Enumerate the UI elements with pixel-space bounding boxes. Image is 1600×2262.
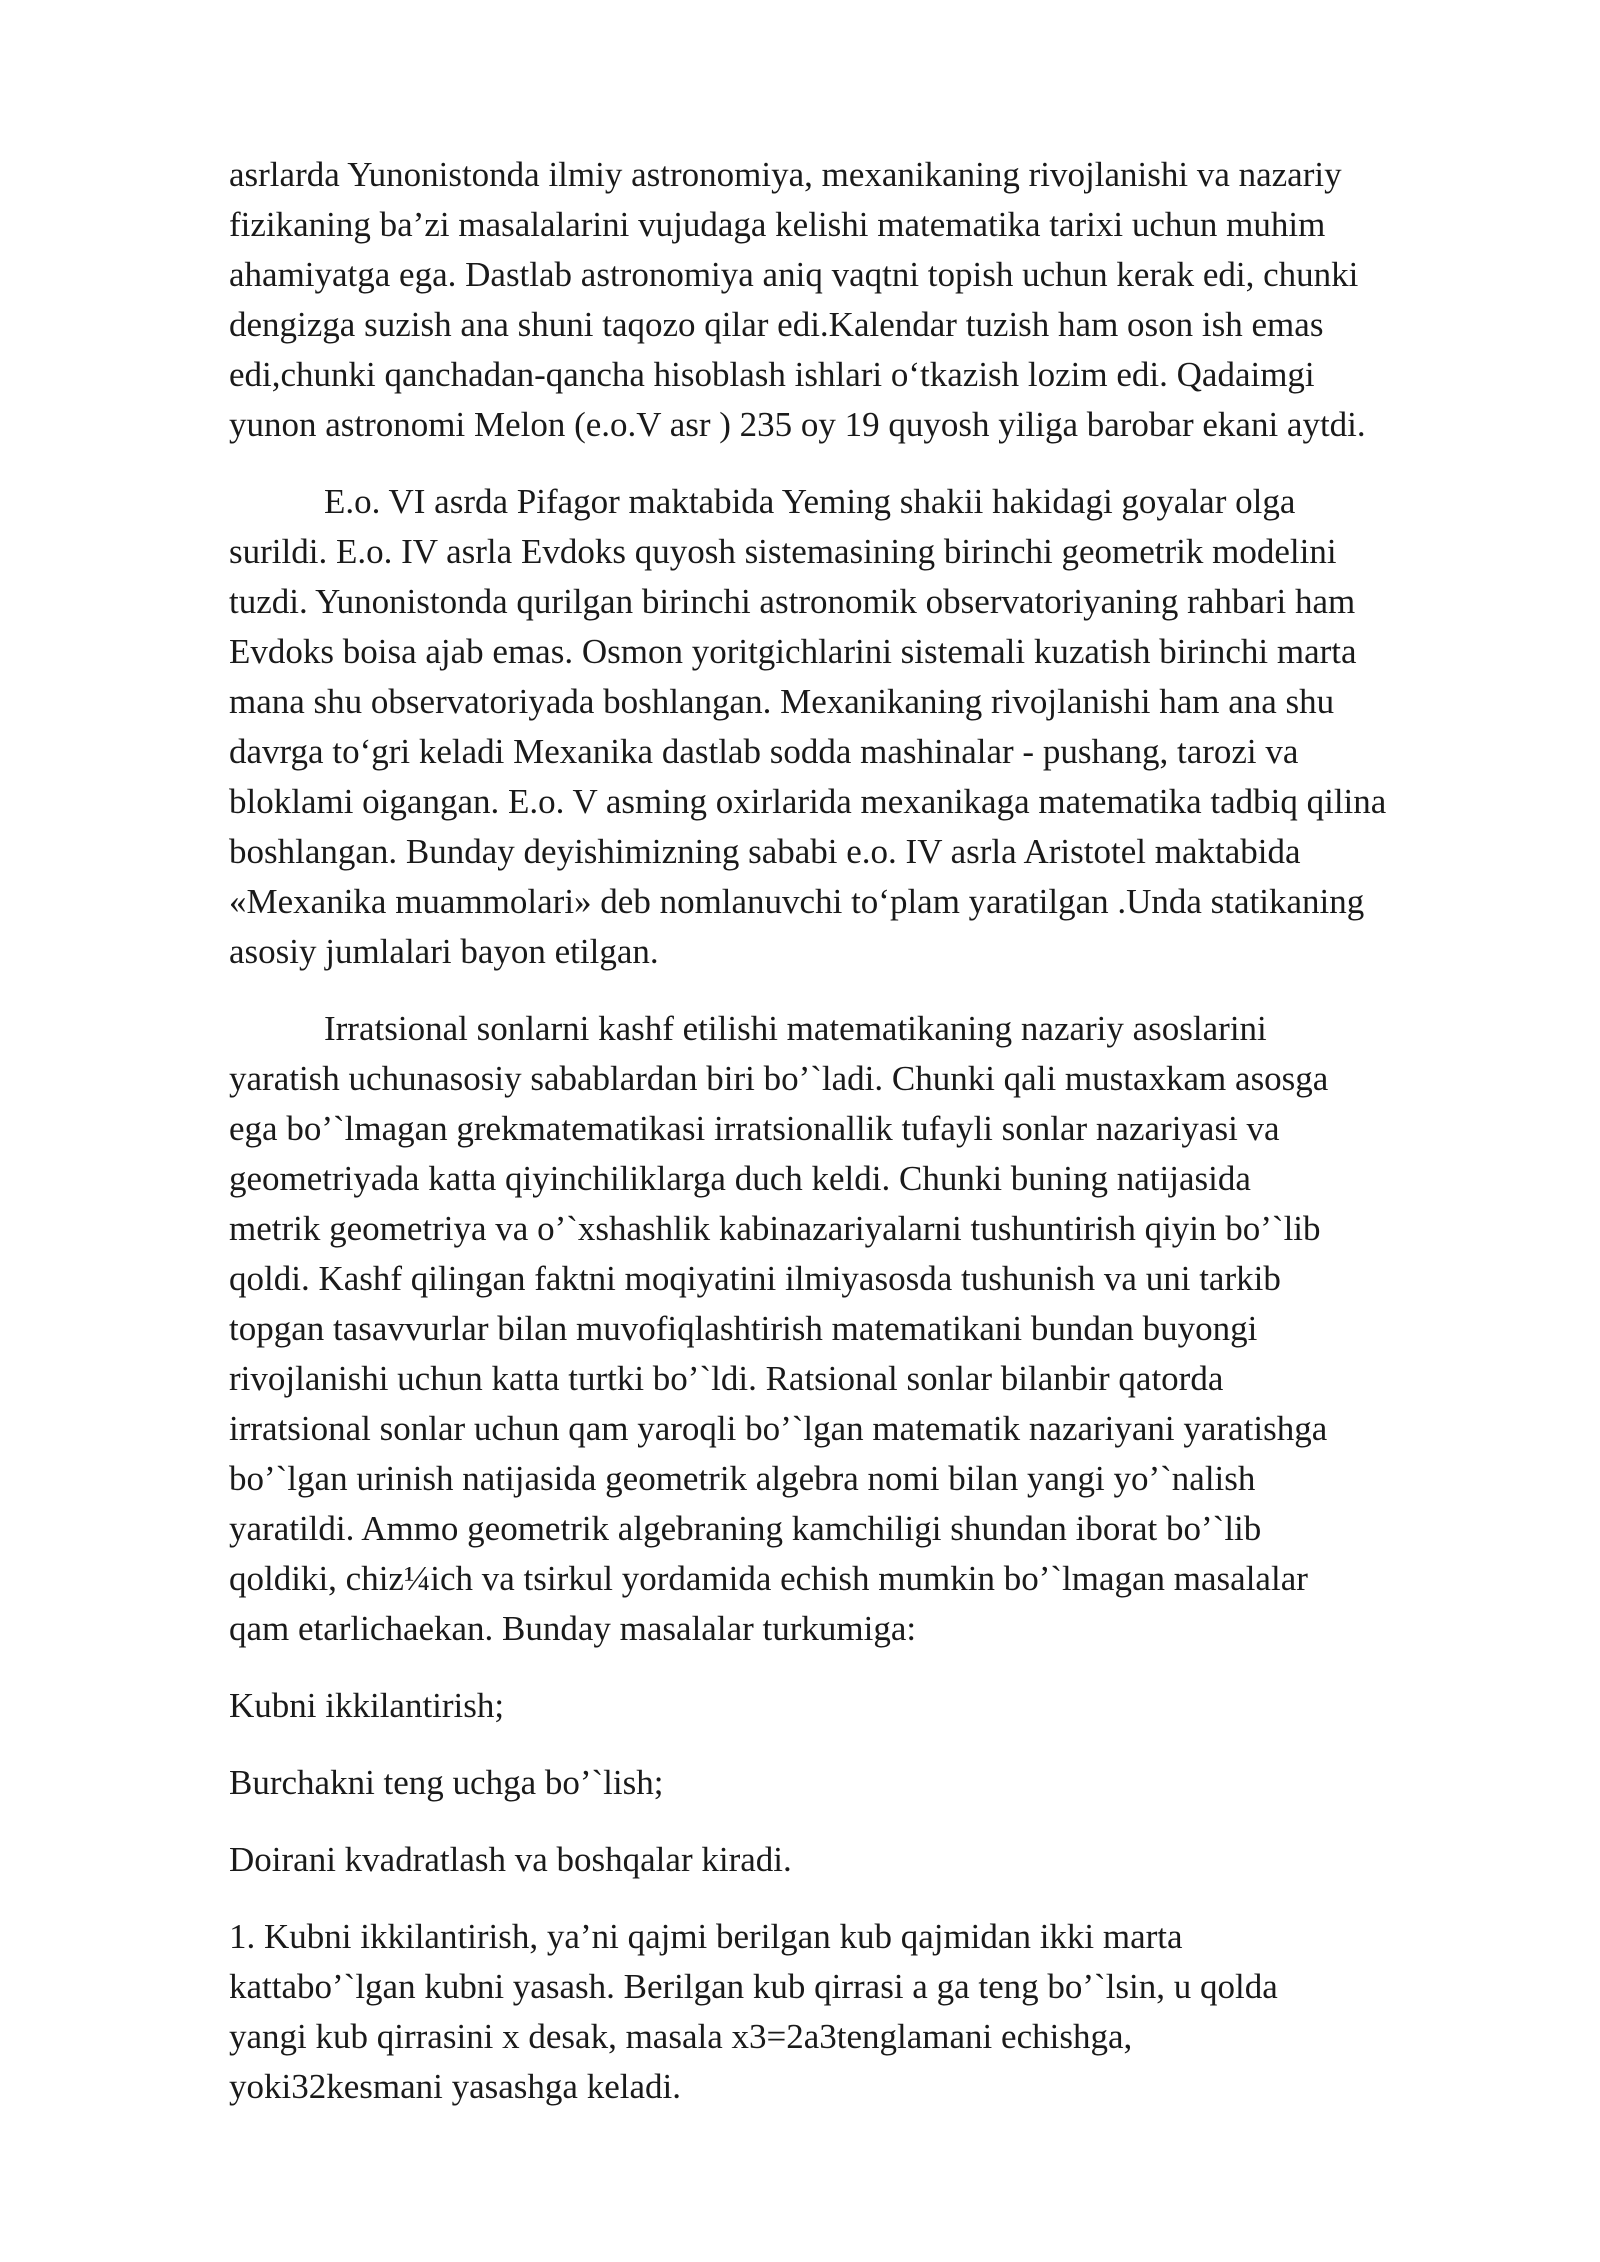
document-body [229,150,1499,2139]
list-item-angle-trisection: Burchakni teng uchga bo’`lish; [229,1763,664,1802]
text-line: Evdoks boisa ajab emas. Osmon yoritgichlarini sistemali kuzatish birinchi marta [229,632,1357,671]
text-line: yaratildi. Ammo geometrik algebraning kamchiligi shundan iborat bo’`lib [229,1509,1262,1548]
text-line: rivojlanishi uchun katta turtki bo’`ldi. Ratsional sonlar bilanbir qatorda [229,1359,1224,1398]
paragraph-cube-doubling [229,1912,1499,2112]
text-line: E.o. VI asrda Pifagor maktabida Yeming shakii hakidagi goyalar olga [324,482,1296,521]
text-line: surildi. E.o. IV asrla Evdoks quyosh sistemasining birinchi geometrik modelini [229,532,1337,571]
text-line: ega bo’`lmagan grekmatematikasi irratsionallik tufayli sonlar nazariyasi va [229,1109,1280,1148]
text-line: davrga to‘gri keladi Mexanika dastlab sodda mashinalar - pushang, tarozi va [229,732,1299,771]
text-line: qam etarlichaekan. Bunday masalalar turkumiga: [229,1609,917,1648]
text-line: geometriyada katta qiyinchiliklarga duch keldi. Chunki buning natijasida [229,1159,1251,1198]
text-line: asosiy jumlalari bayon etilgan. [229,932,659,971]
text-line: edi,chunki qanchadan-qancha hisoblash ishlari o‘tkazish lozim edi. Qadaimgi [229,355,1315,394]
text-line: yunon astronomi Melon (e.o.V asr ) 235 oy 19 quyosh yiliga barobar ekani aytdi. [229,405,1366,444]
text-line: mana shu observatoriyada boshlangan. Mexanikaning rivojlanishi ham ana shu [229,682,1335,721]
text-line: asrlarda Yunonistonda ilmiy astronomiya, mexanikaning rivojlanishi va nazariy [229,155,1342,194]
text-line: fizikaning ba’zi masalalarini vujudaga kelishi matematika tarixi uchun muhim [229,205,1326,244]
text-line: irratsional sonlar uchun qam yaroqli bo’`lgan matematik nazariyani yaratishga [229,1409,1328,1448]
text-line: qoldi. Kashf qilingan faktni moqiyatini ilmiyasosda tushunish va uni tarkib [229,1259,1281,1298]
text-line: Irratsional sonlarni kashf etilishi matematikaning nazariy asoslarini [324,1009,1267,1048]
text-line: topgan tasavvurlar bilan muvofiqlashtirish matematikani bundan buyongi [229,1309,1258,1348]
text-line: tuzdi. Yunonistonda qurilgan birinchi astronomik observatoriyaning rahbari ham [229,582,1356,621]
text-line: yangi kub qirrasini x desak, masala x3=2a3tenglamani echishga, [229,2017,1133,2056]
text-line: ahamiyatga ega. Dastlab astronomiya aniq vaqtni topish uchun kerak edi, chunki [229,255,1359,294]
text-line: dengizga suzish ana shuni taqozo qilar edi.Kalendar tuzish ham oson ish emas [229,305,1324,344]
text-line: yoki32kesmani yasashga keladi. [229,2067,681,2106]
text-line: 1. Kubni ikkilantirish, ya’ni qajmi berilgan kub qajmidan ikki marta [229,1917,1183,1956]
text-line: metrik geometriya va o’`xshashlik kabinazariyalarni tushuntirish qiyin bo’`lib [229,1209,1321,1248]
text-line: bloklami oigangan. E.o. V asming oxirlarida mexanikaga matematika tadbiq qilina [229,782,1387,821]
paragraph-irrational-numbers [229,1004,1499,1654]
text-line: boshlangan. Bunday deyishimizning sababi e.o. IV asrla Aristotel maktabida [229,832,1301,871]
text-line: yaratish uchunasosiy sabablardan biri bo’`ladi. Chunki qali mustaxkam asosga [229,1059,1329,1098]
paragraph-astronomy [229,150,1499,450]
text-line: «Mexanika muammolari» deb nomlanuvchi to‘plam yaratilgan .Unda statikaning [229,882,1365,921]
list-item-cube-doubling: Kubni ikkilantirish; [229,1686,505,1725]
list-item-circle-squaring: Doirani kvadratlash va boshqalar kiradi. [229,1840,792,1879]
text-line: kattabo’`lgan kubni yasash. Berilgan kub qirrasi a ga teng bo’`lsin, u qolda [229,1967,1278,2006]
paragraph-mechanics [229,477,1499,977]
text-line: bo’`lgan urinish natijasida geometrik algebra nomi bilan yangi yo’`nalish [229,1459,1256,1498]
text-line: qoldiki, chiz¼ich va tsirkul yordamida echish mumkin bo’`lmagan masalalar [229,1559,1308,1598]
